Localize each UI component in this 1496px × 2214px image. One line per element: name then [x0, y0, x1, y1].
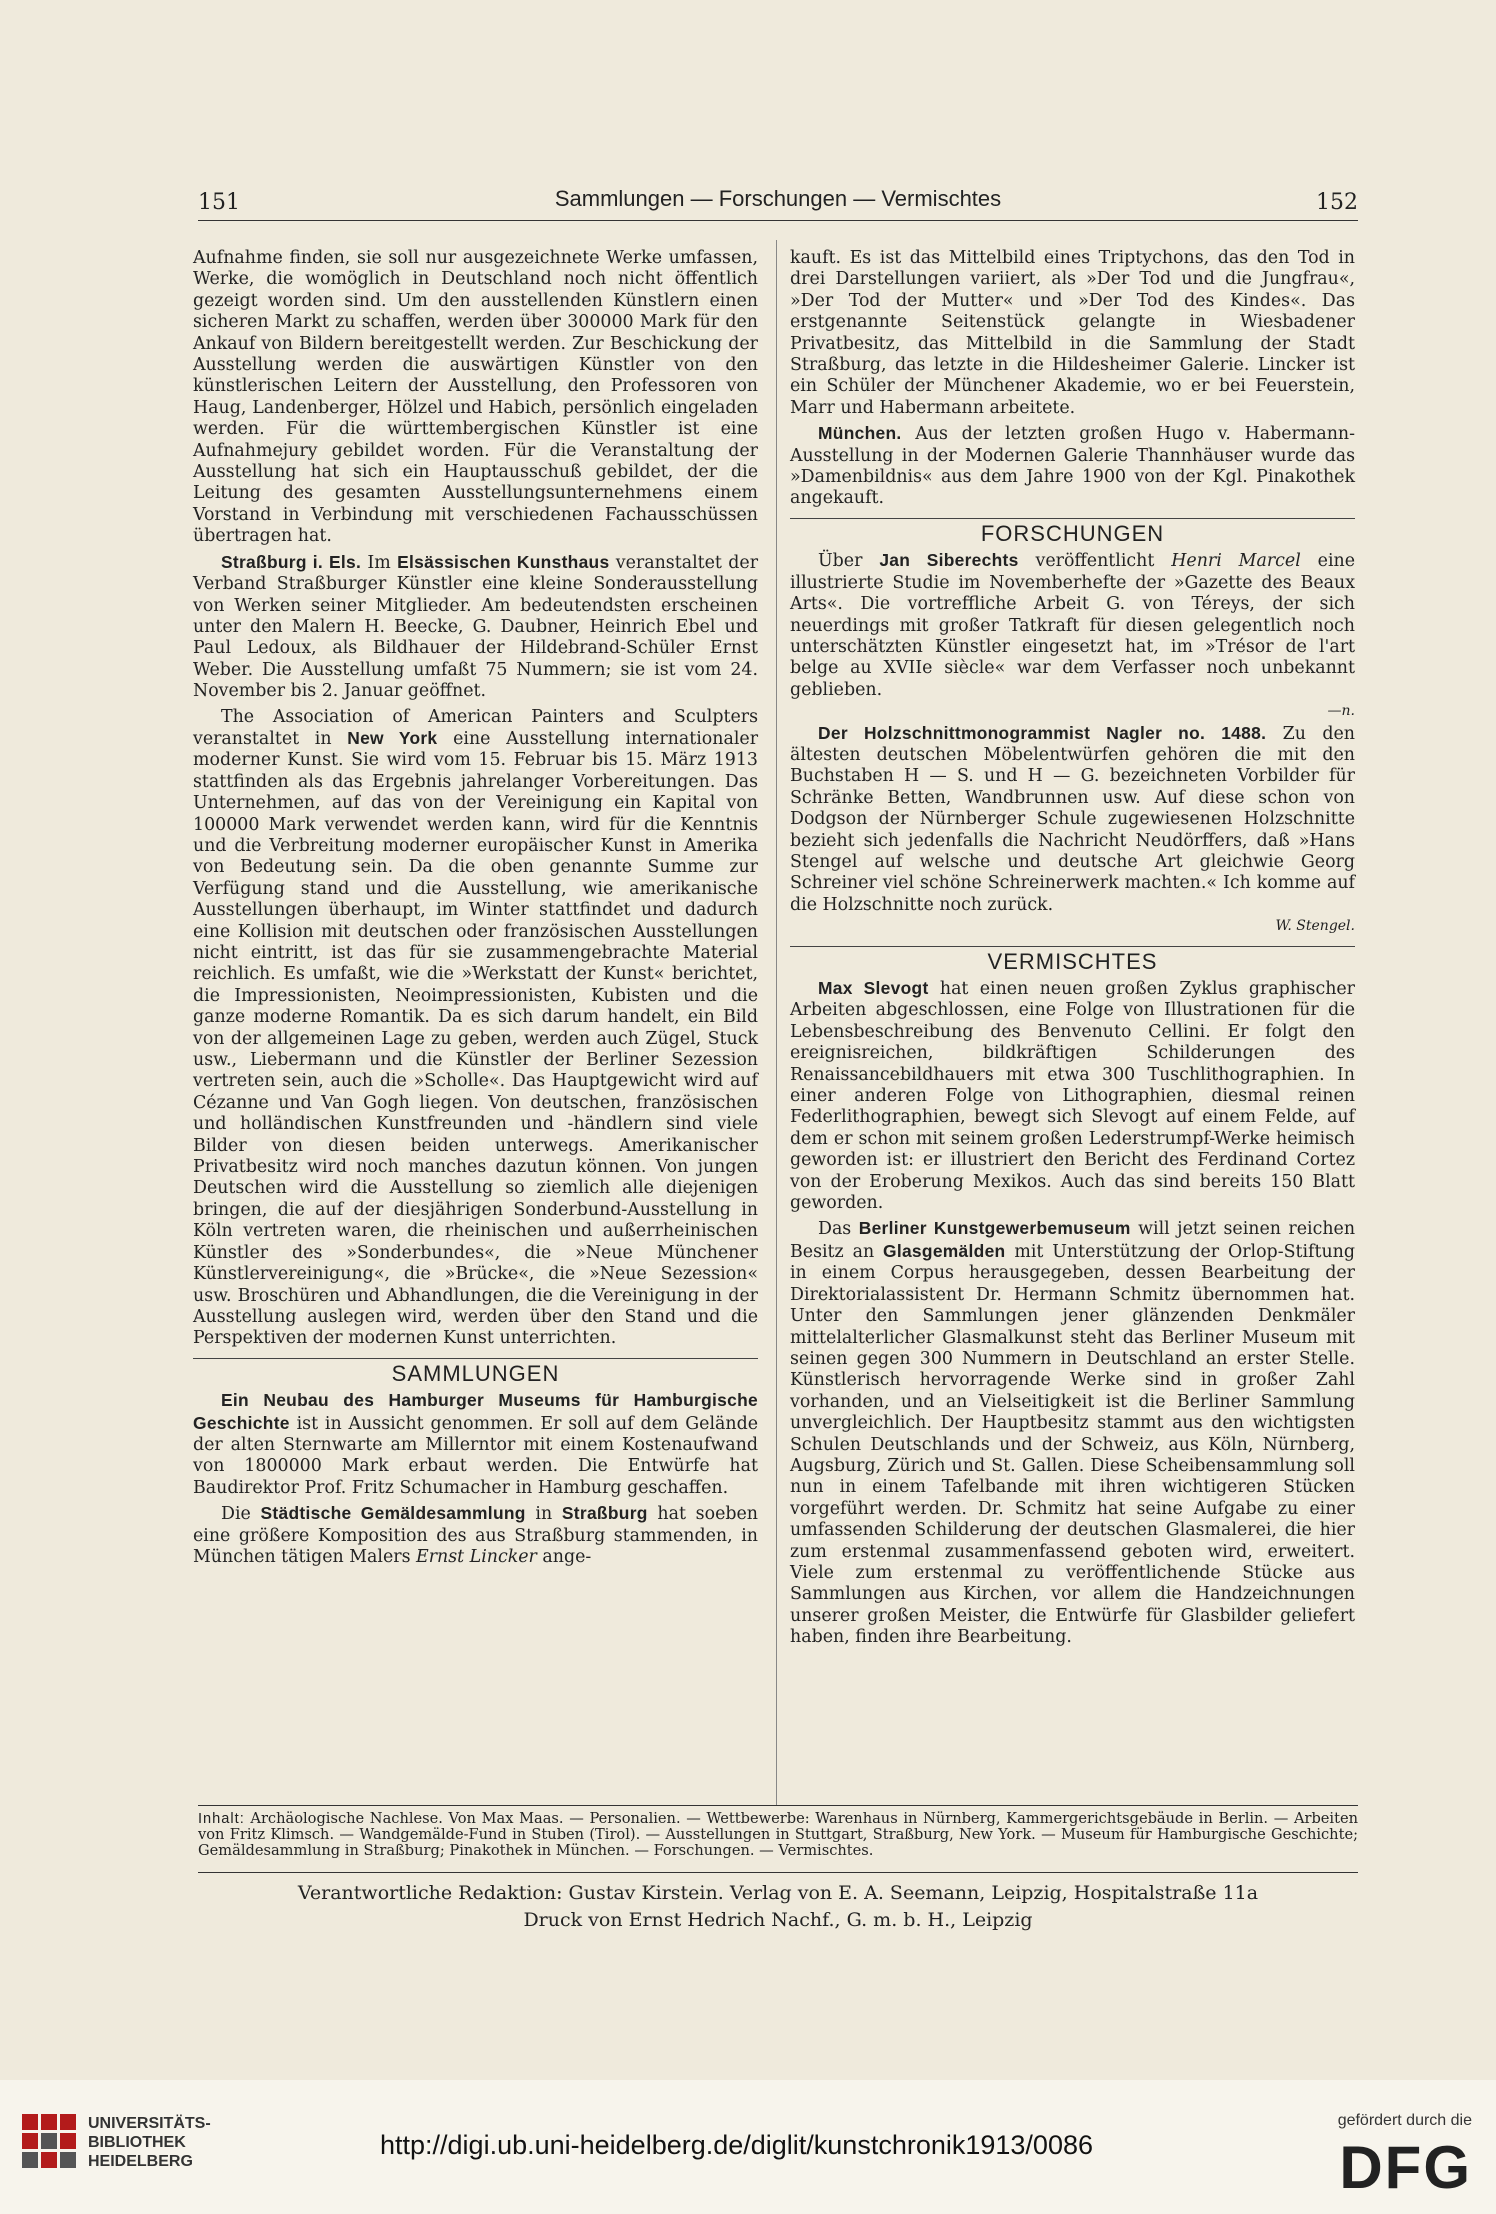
- italic-name: Henri Marcel: [1171, 551, 1301, 572]
- left-column: [193, 248, 758, 1568]
- dfg-logo[interactable]: DFG: [1339, 2134, 1472, 2201]
- header-rule: [198, 220, 1358, 221]
- imprint-line: Verantwortliche Redaktion: Gustav Kirstein. Verlag von E. A. Seemann, Leipzig, Hospitalstraße 11a: [297, 1882, 1259, 1904]
- paragraph: Aufnahme finden, sie soll nur ausgezeichnete Werke umfassen, Werke, die womöglich in Deutschland noch nicht öffentlich gezeigt worden sind. Um den ausstellenden Künstlern einen sicheren Markt zu schaffen, werden über 300000 Mark für den Ankauf von Bildern bereitgestellt werden. Zur Beschickung der Ausstellung werden die auswärtigen Künstler von den künstlerischen Leitern der Ausstellung, den Professoren von Haug, Landenberger, Hölzel und Habich, persönlich eingeladen werden. Für die württembergischen Künstler ist eine Aufnahmejury gebildet worden. Für die Veranstaltung der Ausstellung hat sich ein Hauptausschuß gebildet, der die Leitung des gesamten Ausstellungsunternehmens einem Vorstand in Verbindung mit verschiedenen Fachausschüssen übertragen hat.: [193, 248, 758, 547]
- library-name[interactable]: [88, 2114, 211, 2171]
- contents-rule: [198, 1805, 1358, 1806]
- text: veranstaltet der Verband Straßburger Künstler eine kleine Sonderausstellung von Werken seiner Mitglieder. Am bedeutendsten erscheinen unter den Malern H. Beecke, G. Daubner, Heinrich Ebel und Paul Ledoux, als Bildhauer der Hildebrand-Schüler Ernst Weber. Die Ausstellung umfaßt 75 Nummern; sie ist vom 24. November bis 2. Januar geöffnet.: [193, 552, 759, 702]
- contents-label: Inhalt:: [198, 1811, 245, 1827]
- bold-lead: München.: [818, 423, 902, 444]
- bold-term: Ein Neubau des Hamburger Museums für Hamburgische Geschichte: [193, 1390, 758, 1433]
- contents-rule-bottom: [198, 1872, 1358, 1873]
- running-head: [198, 186, 1358, 220]
- text: Aus der letzten großen Hugo v. Habermann-Ausstellung in der Modernen Galerie Thannhäuser wurde das »Damenbildnis« aus dem Jahre 1900 von der Kgl. Pinakothek angekauft.: [790, 424, 1355, 509]
- text: in: [525, 1504, 562, 1525]
- text: will jetzt seinen reichen Besitz an: [790, 1219, 1356, 1262]
- text: Im: [361, 552, 398, 573]
- text: mit Unterstützung der Orlop-Stiftung in einem Corpus herausgegeben, dessen Bearbeitung der Direktorialassistent Dr. Hermann Schmitz übernommen hat. Unter den Sammlungen jener glänzenden Denkmäler mittelalterlicher Glasmalkunst steht das Berliner Museum mit seinen gegen 300 Nummern in Deutschland an erster Stelle. Künstlerisch hervorragende Werke sind in großer Zahl vorhanden, und an Vielseitigkeit ist die Berliner Sammlung unvergleichlich. Der Hauptbesitz stammt aus den wichtigsten Schulen Deutschlands und der Schweiz, aus Köln, Nürnberg, Augsburg, Zürich und St. Gallen. Diese Scheibensammlung soll nun in einem Tafelbande mit ihren wichtigeren Stücken vorgeführt werden. Dr. Schmitz hat seine Aufgabe zu einer umfassenden Schilderung der deutschen Glasmalerei, die hier zum erstenmal zusammenfassend geboten wird, erweitert. Viele zum erstenmal zu veröffentlichende Stücke aus Sammlungen aus Kirchen, vor allem die Handzeichnungen unserer großen Meister, die Entwürfe für Glasbilder geliefert haben, finden ihre Bearbeitung.: [790, 1241, 1355, 1648]
- text: Über: [818, 551, 880, 572]
- table-of-contents: [198, 1811, 1358, 1859]
- bold-lead: Der Holzschnittmonogrammist Nagler no. 1488.: [818, 722, 1267, 743]
- paragraph: [790, 550, 1355, 701]
- bold-term: New York: [347, 727, 438, 748]
- text: Die: [221, 1504, 261, 1525]
- section-heading-sammlungen: SAMMLUNGEN: [193, 1358, 758, 1384]
- paragraph: [193, 707, 758, 1350]
- text: hat einen neuen großen Zyklus graphischer Arbeiten abgeschlossen, eine Folge von Illustrationen für die Lebensbeschreibung des Benvenuto Cellini. Er folgt den ereignisreichen, bildkräftigen Schilderungen des Renaissancebildhauers mit etwa 300 Tuschlithographien. In einer anderen Folge von Lithographien, diesmal reinen Federlithographien, bewegt sich Slevogt auf einem Felde, auf dem er schon mit seinem großen Lederstrumpf-Werke heimisch geworden ist: er illustriert den Bericht des Ferdinand Cortez von der Eroberung Mexikos. Auch das sind bereits 150 Blatt geworden.: [790, 979, 1356, 1214]
- text: ist in Aussicht genommen. Er soll auf dem Gelände der alten Sternwarte am Millerntor mit einem Kostenaufwand von 1800000 Mark erbaut werden. Die Entwürfe hat Baudirektor Prof. Fritz Schumacher in Hamburg geschaffen.: [193, 1413, 758, 1498]
- text: The Association of American Painters and Sculpters veranstaltet in: [193, 706, 758, 749]
- text: hat soeben eine größere Komposition des aus Straßburg stammenden, in München tätigen Malers: [193, 1504, 758, 1567]
- text: eine illustrierte Studie im Novemberhefte der »Gazette des Beaux Arts«. Die vortreffliche Arbeit G. von Téreys, der sich neuerdings mit großer Tatkraft für diesen gelegentlich noch unterschätzten Künstler eingesetzt hat, im »Trésor de l'art belge au XVIIe siècle« war dem Verfasser noch unbekannt geblieben.: [790, 551, 1356, 700]
- signature: —n.: [1327, 703, 1355, 720]
- paragraph: [790, 978, 1355, 1214]
- section-heading-vermischtes: VERMISCHTES: [790, 946, 1355, 972]
- bold-term: Jan Siberechts: [879, 550, 1019, 571]
- paragraph: [790, 1218, 1355, 1648]
- bold-term: Elsässischen Kunsthaus: [397, 551, 610, 572]
- text: Das: [818, 1219, 859, 1240]
- paragraph: [790, 423, 1355, 510]
- page-number-left: 151: [198, 190, 240, 215]
- text: eine Ausstellung internationaler moderner Kunst. Sie wird vom 15. Februar bis 15. März 1913 stattfinden als das Ergebnis jahrelanger Vorbereitungen. Das Unternehmen, auf das von der Vereinigung ein Kapital von 100000 Mark verwendet werden kann, wird für die Kenntnis und die Verbreitung moderner europäischer Kunst in Amerika von Bedeutung sein. Da die oben genannte Summe zur Verfügung stand und die Ausstellung, wie amerikanische Ausstellungen überhaupt, im Winter stattfindet und dadurch eine Kollision mit deutschen oder französischen Ausstellungen nicht eintritt, ist das für sie zusammengebrachte Material reichlich. Es umfaßt, wie die »Werkstatt der Kunst« berichtet, die Impressionisten, Neoimpressionisten, Kubisten und die ganze moderne Romantik. Da es sich darum handelt, ein Bild von der allgemeinen Lage zu geben, werden auch Zügel, Stuck usw., Liebermann und die Künstler der Berliner Sezession vertreten sein, auch die »Scholle«. Das Hauptgewicht wird auf Cézanne und Van Gogh liegen. Von deutschen, französischen und holländischen Kunstfreunden und -händlern sind viele Bilder von diesen beiden unterwegs. Amerikanischer Privatbesitz wird noch manches dazutun können. Von jungen Deutschen wird die Ausstellung so ziemlich alle diejenigen bringen, die auf der diesjährigen Sonderbund-Ausstellung in Köln vertreten waren, die rheinischen und außerrheinischen Künstler des »Sonderbundes«, die »Neue Münchener Künstlervereinigung«, die »Brücke«, die »Neue Sezession« usw. Broschüren und Abhandlungen, die die Vereinigung in der Ausstellung auslegen wird, werden über den Stand und die Perspektiven der modernen Kunst unterrichten.: [193, 728, 759, 1349]
- right-column: [790, 248, 1355, 1649]
- signature: W. Stengel.: [1275, 918, 1355, 935]
- paragraph: kauft. Es ist das Mittelbild eines Triptychons, das den Tod in drei Darstellungen variiert, als »Der Tod und die Jungfrau«, »Der Tod der Mutter« und »Der Tod des Kindes«. Das erstgenannte Seitenstück gelangte in Wiesbadener Privatbesitz, das Mittelbild in die Sammlung der Stadt Straßburg, das letzte in die Hildesheimer Galerie. Lincker ist ein Schüler der Münchener Akademie, wo er bei Feuerstein, Marr und Habermann arbeitete.: [790, 248, 1355, 418]
- text: ange-: [536, 1546, 592, 1567]
- library-name-line: BIBLIOTHEK: [88, 2134, 186, 2151]
- bold-term: Städtische Gemäldesammlung: [260, 1503, 526, 1524]
- italic-name: Ernst Lincker: [416, 1546, 537, 1567]
- column-divider: [776, 240, 777, 1805]
- section-heading-forschungen: FORSCHUNGEN: [790, 518, 1355, 544]
- library-name-line: UNIVERSITÄTS-: [88, 2115, 211, 2132]
- funding-note: gefördert durch die: [1337, 2112, 1472, 2129]
- running-title: Sammlungen — Forschungen — Vermischtes: [554, 186, 1002, 211]
- text: veröffentlicht: [1018, 551, 1172, 572]
- bold-term: Glasgemälden: [883, 1240, 1006, 1261]
- text: Zu den ältesten deutschen Möbelentwürfen gehören die mit den Buchstaben H — S. und H — G. bezeichneten Vorbilder für Schränke Betten, Wandbrunnen usw. Auf diese schon von Dodgson der Nürnberger Schule zugewiesenen Holzschnitte bezieht sich jedenfalls die Nachricht Neudörffers, daß »Hans Stengel auf welsche und deutsche Art gleichwie Georg Schreiner viel schöne Schreinerwerk machten.« Ich komme auf die Holzschnitte noch zurück.: [790, 723, 1356, 915]
- page-number-right: 152: [1316, 190, 1358, 215]
- imprint: [198, 1880, 1358, 1934]
- paragraph: [790, 723, 1355, 917]
- university-library-logo-icon: [20, 2112, 78, 2174]
- permalink[interactable]: http://digi.ub.uni-heidelberg.de/diglit/kunstchronik1913/0086: [380, 2130, 1093, 2160]
- imprint-line: Druck von Ernst Hedrich Nachf., G. m. b. H., Leipzig: [523, 1909, 1033, 1931]
- paragraph: [193, 1503, 758, 1568]
- paragraph: [193, 552, 758, 703]
- bold-term: Berliner Kunstgewerbemuseum: [858, 1218, 1131, 1239]
- library-name-line: HEIDELBERG: [88, 2153, 193, 2170]
- paragraph: [193, 1390, 758, 1499]
- contents-text: Archäologische Nachlese. Von Max Maas. — Personalien. — Wettbewerbe: Warenhaus in Nürnberg, Kammergerichtsgebäude in Berlin. — Arbeiten von Fritz Klimsch. — Wandgemälde-Fund in Stuben (Tirol). — Ausstellungen in Stuttgart, Straßburg, New York. — Museum für Hamburgische Geschichte; Gemäldesammlung in Straßburg; Pinakothek in München. — Forschungen. — Vermischtes.: [198, 1810, 1359, 1859]
- bold-lead: Max Slevogt: [818, 978, 929, 998]
- bold-term: Straßburg: [561, 1503, 648, 1524]
- bold-lead: Straßburg i. Els.: [221, 551, 362, 572]
